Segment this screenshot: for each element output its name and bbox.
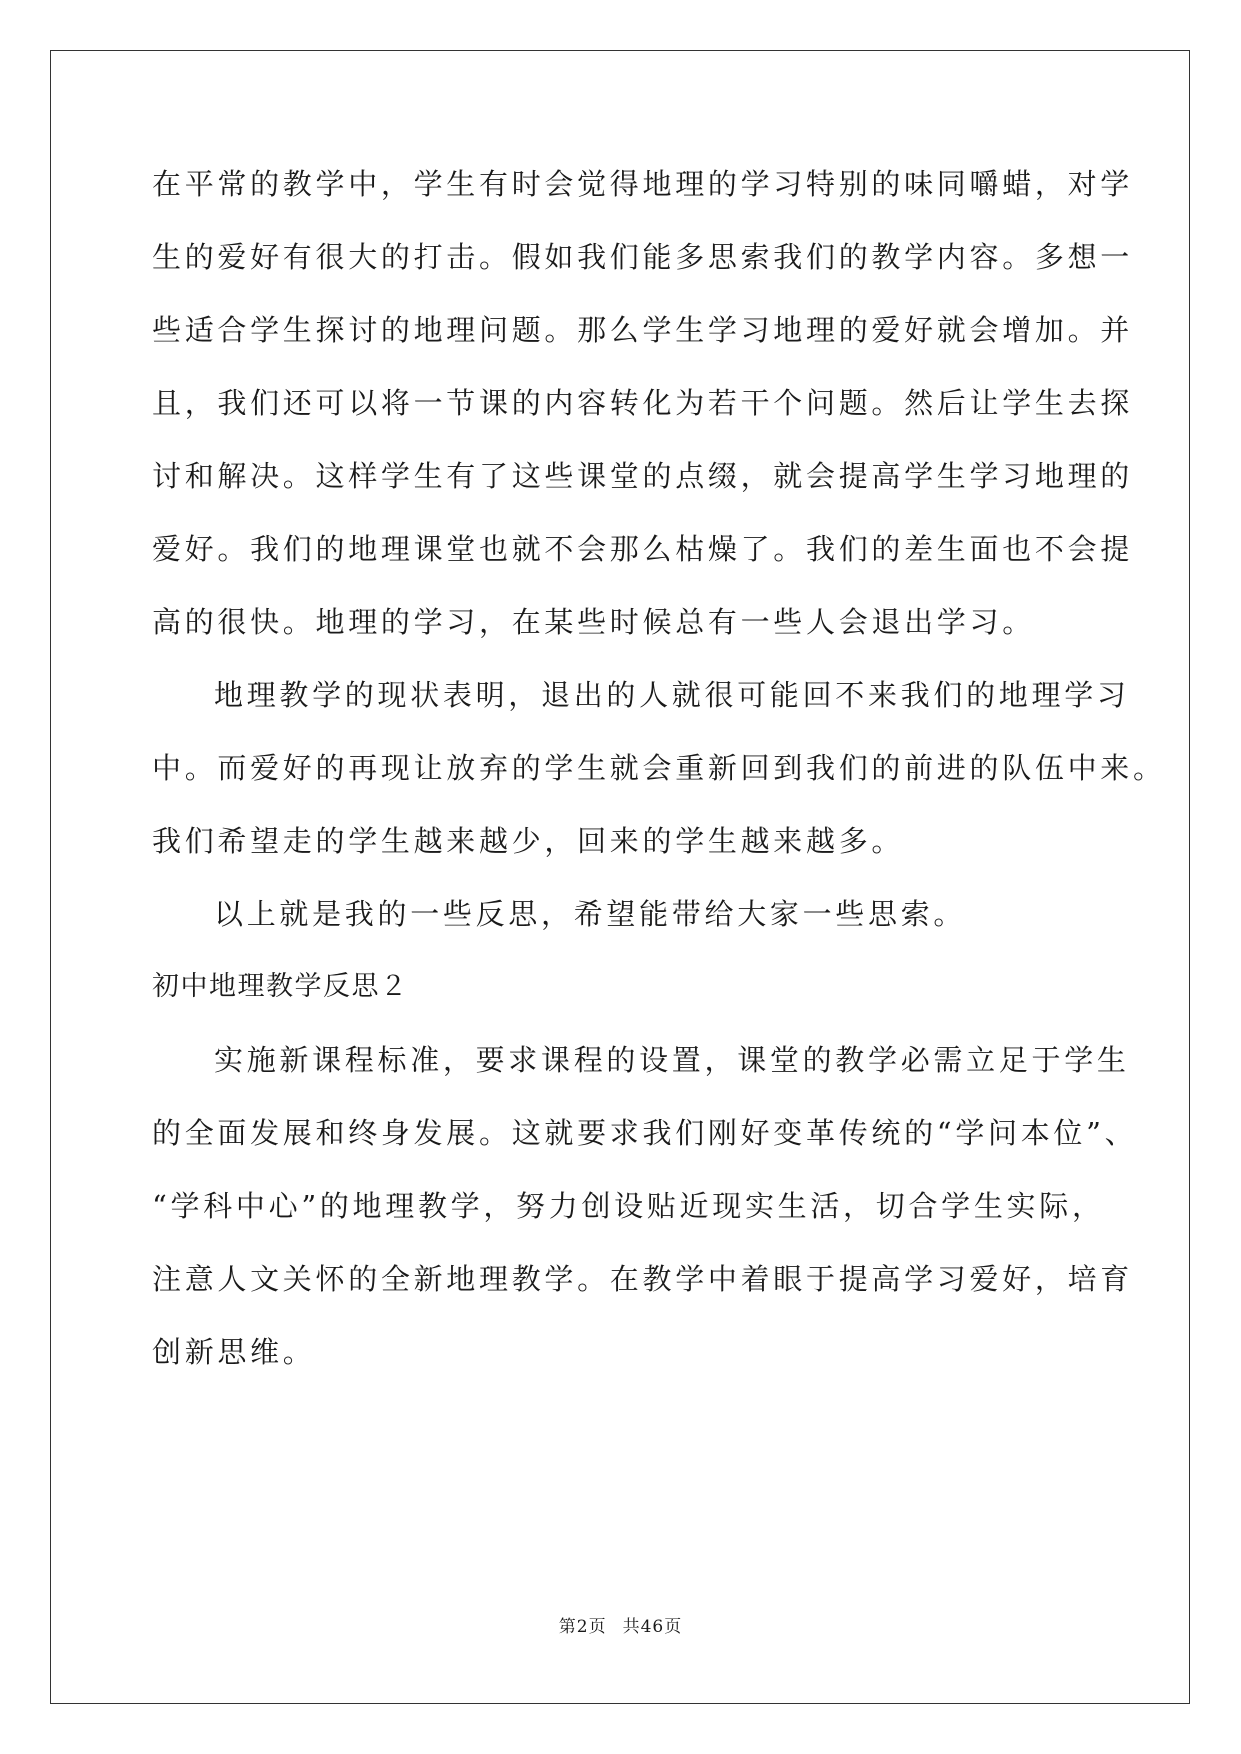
page-footer — [0, 1612, 1241, 1637]
body-line: 爱好。我们的地理课堂也就不会那么枯燥了。我们的差生面也不会提 — [152, 532, 1134, 566]
body-line: 在平常的教学中，学生有时会觉得地理的学习特别的味同嚼蜡，对学 — [152, 167, 1134, 201]
body-line: 的全面发展和终身发展。这就要求我们刚好变革传统的“学问本位”、 — [152, 1116, 1138, 1150]
section-heading: 初中地理教学反思２ — [152, 971, 409, 1002]
body-line: 高的很快。地理的学习，在某些时候总有一些人会退出学习。 — [152, 605, 1035, 639]
body-line: 且，我们还可以将一节课的内容转化为若干个问题。然后让学生去探 — [152, 386, 1134, 420]
body-line: 注意人文关怀的全新地理教学。在教学中着眼于提高学习爱好，培育 — [152, 1262, 1134, 1296]
page-number: 第2页 — [558, 1617, 607, 1637]
page-border — [50, 50, 1190, 1704]
body-line: 中。而爱好的再现让放弃的学生就会重新回到我们的前进的队伍中来。 — [152, 751, 1166, 785]
body-line: 生的爱好有很大的打击。假如我们能多思索我们的教学内容。多想一 — [152, 240, 1134, 274]
body-line: 讨和解决。这样学生有了这些课堂的点缀，就会提高学生学习地理的 — [152, 459, 1134, 493]
paragraph-start-line: 地理教学的现状表明，退出的人就很可能回不来我们的地理学习 — [214, 678, 1130, 712]
paragraph-start-line: 以上就是我的一些反思，希望能带给大家一些思索。 — [214, 897, 967, 931]
page-total: 共46页 — [622, 1617, 683, 1637]
body-line: “学科中心”的地理教学，努力创设贴近现实生活，切合学生实际， — [152, 1189, 1105, 1223]
body-line: 些适合学生探讨的地理问题。那么学生学习地理的爱好就会增加。并 — [152, 313, 1134, 347]
paragraph-start-line: 实施新课程标准，要求课程的设置，课堂的教学必需立足于学生 — [214, 1043, 1130, 1077]
body-line: 我们希望走的学生越来越少，回来的学生越来越多。 — [152, 824, 905, 858]
body-line: 创新思维。 — [152, 1335, 316, 1369]
